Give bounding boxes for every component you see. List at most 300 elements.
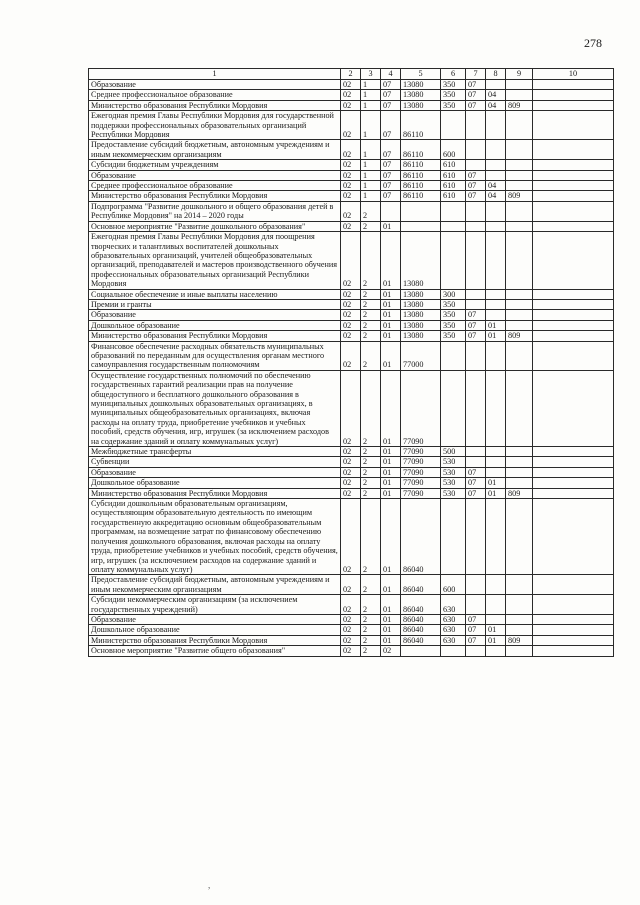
row-code: [486, 467, 506, 477]
row-code: 600: [441, 575, 466, 595]
row-code: 07: [466, 320, 486, 330]
row-code: 350: [441, 331, 466, 341]
row-code: 2: [361, 331, 381, 341]
table-row: [89, 341, 614, 370]
row-code: 2: [361, 635, 381, 645]
row-code: 01: [486, 331, 506, 341]
row-code: [506, 575, 533, 595]
row-code: 01: [381, 310, 401, 320]
row-code: 86110: [401, 160, 441, 170]
row-code: [533, 100, 614, 110]
table-row: [89, 625, 614, 635]
row-code: 01: [381, 488, 401, 498]
column-header: 8: [486, 69, 506, 80]
row-code: 04: [486, 191, 506, 201]
page-number: 278: [584, 36, 602, 50]
row-code: [486, 457, 506, 467]
row-code: 01: [381, 467, 401, 477]
row-code: 02: [341, 201, 361, 221]
row-code: [533, 614, 614, 624]
row-code: [506, 80, 533, 90]
row-code: [533, 111, 614, 140]
row-code: 02: [341, 646, 361, 656]
row-code: [486, 310, 506, 320]
table-row: [89, 575, 614, 595]
table-row: [89, 320, 614, 330]
row-name: Предоставление субсидий бюджетным, автономным учреждениям и иным некоммерческим организациям: [89, 140, 341, 160]
row-name: Основное мероприятие "Развитие дошкольного образования": [89, 221, 341, 231]
row-code: 2: [361, 320, 381, 330]
row-code: 2: [361, 625, 381, 635]
row-code: [486, 221, 506, 231]
row-code: 1: [361, 111, 381, 140]
row-code: 13080: [401, 299, 441, 309]
row-code: 86110: [401, 140, 441, 160]
row-code: 01: [486, 478, 506, 488]
table-row: [89, 499, 614, 575]
row-code: 2: [361, 499, 381, 575]
row-code: 07: [466, 625, 486, 635]
row-name: Субсидии бюджетным учреждениям: [89, 160, 341, 170]
row-code: 01: [381, 635, 401, 645]
table-row: [89, 595, 614, 615]
row-code: [533, 478, 614, 488]
row-code: 01: [381, 341, 401, 370]
row-code: [441, 111, 466, 140]
column-header: 1: [89, 69, 341, 80]
row-name: Образование: [89, 614, 341, 624]
row-code: 07: [381, 111, 401, 140]
row-code: 2: [361, 221, 381, 231]
row-code: [486, 80, 506, 90]
row-code: 07: [381, 90, 401, 100]
row-code: 02: [341, 140, 361, 160]
row-code: 02: [341, 635, 361, 645]
row-code: [466, 232, 486, 289]
row-code: 2: [361, 457, 381, 467]
row-code: [486, 575, 506, 595]
table-row: [89, 331, 614, 341]
row-code: 01: [381, 331, 401, 341]
row-code: 01: [381, 457, 401, 467]
row-code: 1: [361, 80, 381, 90]
row-code: [533, 595, 614, 615]
row-code: [486, 140, 506, 160]
row-code: [533, 447, 614, 457]
row-code: 07: [466, 635, 486, 645]
row-code: [486, 289, 506, 299]
row-code: 07: [466, 170, 486, 180]
row-code: 07: [466, 191, 486, 201]
row-code: 809: [506, 100, 533, 110]
budget-table: [88, 68, 614, 657]
row-code: 07: [381, 170, 401, 180]
table-row: [89, 467, 614, 477]
row-code: 86040: [401, 575, 441, 595]
row-code: [533, 299, 614, 309]
row-name: Дошкольное образование: [89, 478, 341, 488]
row-code: 02: [341, 111, 361, 140]
row-code: [533, 370, 614, 446]
row-code: [466, 447, 486, 457]
row-code: 07: [381, 160, 401, 170]
row-code: 86110: [401, 111, 441, 140]
row-code: 07: [466, 181, 486, 191]
row-code: 02: [341, 80, 361, 90]
row-code: 300: [441, 289, 466, 299]
row-code: [533, 331, 614, 341]
row-code: [486, 299, 506, 309]
table-row: [89, 181, 614, 191]
row-code: 07: [381, 191, 401, 201]
row-code: 07: [381, 100, 401, 110]
row-code: [506, 170, 533, 180]
row-code: 02: [341, 170, 361, 180]
table-row: [89, 478, 614, 488]
row-code: 02: [341, 595, 361, 615]
row-name: Ежегодная премия Главы Республики Мордовия для поощрения творческих и талантливых воспитателей дошкольных образовательных организаций, учителей общеобразовательных организаций, преподавателей и мастеров производственного обучения профессиональных образовательных организаций Республики Мордовия: [89, 232, 341, 289]
column-header: 7: [466, 69, 486, 80]
row-code: [533, 221, 614, 231]
row-code: 07: [466, 331, 486, 341]
row-code: 2: [361, 201, 381, 221]
row-code: 02: [341, 488, 361, 498]
row-code: 01: [381, 221, 401, 231]
row-code: 2: [361, 467, 381, 477]
column-header: 10: [533, 69, 614, 80]
row-code: [533, 289, 614, 299]
row-code: [441, 232, 466, 289]
row-code: [466, 595, 486, 615]
row-code: 86040: [401, 499, 441, 575]
row-code: 2: [361, 341, 381, 370]
row-code: [506, 467, 533, 477]
row-code: 350: [441, 90, 466, 100]
row-code: 04: [486, 90, 506, 100]
row-code: [533, 170, 614, 180]
column-header: 2: [341, 69, 361, 80]
row-code: 01: [486, 488, 506, 498]
row-code: 02: [341, 467, 361, 477]
row-code: 02: [341, 575, 361, 595]
row-code: [466, 341, 486, 370]
row-code: [486, 111, 506, 140]
row-code: 13080: [401, 320, 441, 330]
row-code: 02: [341, 160, 361, 170]
row-code: 809: [506, 635, 533, 645]
row-code: 07: [466, 100, 486, 110]
row-name: Министерство образования Республики Мордовия: [89, 100, 341, 110]
table-row: [89, 370, 614, 446]
row-code: [506, 181, 533, 191]
row-code: [486, 341, 506, 370]
row-code: 530: [441, 478, 466, 488]
row-code: 86040: [401, 625, 441, 635]
row-code: 2: [361, 232, 381, 289]
row-code: 630: [441, 595, 466, 615]
column-header-row: [89, 69, 614, 80]
column-header: 6: [441, 69, 466, 80]
row-code: 2: [361, 289, 381, 299]
row-code: [466, 160, 486, 170]
row-code: 77090: [401, 457, 441, 467]
row-code: 2: [361, 488, 381, 498]
table-row: [89, 488, 614, 498]
row-code: 01: [381, 595, 401, 615]
row-code: 1: [361, 181, 381, 191]
row-code: 04: [486, 181, 506, 191]
row-code: 2: [361, 478, 381, 488]
row-code: 02: [381, 646, 401, 656]
row-code: 809: [506, 191, 533, 201]
row-code: 01: [381, 320, 401, 330]
row-code: [533, 310, 614, 320]
row-code: 350: [441, 299, 466, 309]
row-name: Предоставление субсидий бюджетным, автономным учреждениям и иным некоммерческим организациям: [89, 575, 341, 595]
row-code: [506, 447, 533, 457]
row-code: [466, 201, 486, 221]
row-code: [466, 140, 486, 160]
row-code: 630: [441, 635, 466, 645]
table-row: [89, 289, 614, 299]
row-code: [506, 625, 533, 635]
row-code: [466, 646, 486, 656]
row-name: Министерство образования Республики Мордовия: [89, 488, 341, 498]
row-code: 77090: [401, 478, 441, 488]
row-name: Министерство образования Республики Мордовия: [89, 191, 341, 201]
row-code: 13080: [401, 289, 441, 299]
row-code: 01: [381, 299, 401, 309]
table-row: [89, 635, 614, 645]
row-code: [486, 160, 506, 170]
row-name: Дошкольное образование: [89, 625, 341, 635]
row-code: 02: [341, 370, 361, 446]
row-name: Ежегодная премия Главы Республики Мордовия для государственной поддержки профессиональных образовательных организаций Республики Мордовия: [89, 111, 341, 140]
row-name: Премии и гранты: [89, 299, 341, 309]
row-code: 1: [361, 170, 381, 180]
row-code: [506, 370, 533, 446]
row-name: Среднее профессиональное образование: [89, 181, 341, 191]
row-code: 04: [486, 100, 506, 110]
row-code: 02: [341, 341, 361, 370]
row-code: [401, 221, 441, 231]
row-code: 2: [361, 310, 381, 320]
row-code: [533, 635, 614, 645]
row-code: [466, 457, 486, 467]
table-row: [89, 90, 614, 100]
row-code: 2: [361, 370, 381, 446]
row-code: 07: [381, 80, 401, 90]
row-name: Осуществление государственных полномочий по обеспечению государственных гарантий реализации прав на получение общедоступного и бесплатного дошкольного образования в муниципальных дошкольных образовательных организациях, в муниципальных общеобразовательных организациях, включая расходы на оплату труда, приобретение учебников и учебных пособий, средств обучения, игр, игрушек (за исключением расходов на содержание зданий и оплату коммунальных услуг): [89, 370, 341, 446]
row-code: [381, 201, 401, 221]
row-code: [466, 299, 486, 309]
row-code: 02: [341, 331, 361, 341]
table-row: [89, 457, 614, 467]
row-code: 01: [381, 447, 401, 457]
row-code: 350: [441, 100, 466, 110]
row-code: [506, 221, 533, 231]
row-name: Среднее профессиональное образование: [89, 90, 341, 100]
row-code: [506, 289, 533, 299]
scan-mark: ,: [208, 880, 211, 890]
row-code: [441, 646, 466, 656]
row-code: 01: [381, 232, 401, 289]
row-code: [533, 140, 614, 160]
row-code: [506, 201, 533, 221]
row-code: [486, 232, 506, 289]
table-row: [89, 111, 614, 140]
row-code: [533, 488, 614, 498]
row-code: [533, 232, 614, 289]
table-row: [89, 221, 614, 231]
row-code: 02: [341, 221, 361, 231]
row-code: 02: [341, 299, 361, 309]
row-code: 500: [441, 447, 466, 457]
row-code: 350: [441, 80, 466, 90]
row-code: [486, 499, 506, 575]
row-code: 02: [341, 232, 361, 289]
column-header: 5: [401, 69, 441, 80]
row-code: 1: [361, 160, 381, 170]
row-code: 77090: [401, 467, 441, 477]
row-code: 86040: [401, 635, 441, 645]
row-code: 02: [341, 181, 361, 191]
row-code: 1: [361, 140, 381, 160]
table-row: [89, 299, 614, 309]
row-code: [486, 614, 506, 624]
row-code: 01: [381, 370, 401, 446]
row-code: 01: [381, 575, 401, 595]
row-code: 02: [341, 625, 361, 635]
row-code: 07: [381, 140, 401, 160]
row-code: 13080: [401, 90, 441, 100]
row-code: [441, 499, 466, 575]
row-code: 77000: [401, 341, 441, 370]
row-code: 01: [381, 499, 401, 575]
row-code: 1: [361, 100, 381, 110]
row-code: 02: [341, 499, 361, 575]
row-code: [533, 499, 614, 575]
row-code: 02: [341, 447, 361, 457]
row-code: 630: [441, 614, 466, 624]
row-code: 1: [361, 191, 381, 201]
row-code: [533, 320, 614, 330]
row-code: 01: [486, 625, 506, 635]
row-code: 350: [441, 320, 466, 330]
column-header: 9: [506, 69, 533, 80]
row-code: [506, 499, 533, 575]
row-code: 86040: [401, 614, 441, 624]
row-name: Министерство образования Республики Мордовия: [89, 331, 341, 341]
row-code: [441, 201, 466, 221]
row-code: [506, 299, 533, 309]
row-code: [466, 575, 486, 595]
row-name: Финансовое обеспечение расходных обязательств муниципальных образований по переданным для осуществления органам местного самоуправления государственным полномочиям: [89, 341, 341, 370]
row-code: 01: [381, 289, 401, 299]
row-code: [506, 310, 533, 320]
row-name: Образование: [89, 80, 341, 90]
table-row: [89, 447, 614, 457]
row-code: [486, 201, 506, 221]
row-code: 07: [466, 467, 486, 477]
row-code: 630: [441, 625, 466, 635]
row-code: [533, 467, 614, 477]
row-code: 2: [361, 595, 381, 615]
row-code: 02: [341, 614, 361, 624]
row-code: 13080: [401, 80, 441, 90]
row-code: [506, 457, 533, 467]
column-header: 4: [381, 69, 401, 80]
row-code: 610: [441, 160, 466, 170]
row-name: Образование: [89, 170, 341, 180]
row-code: [441, 370, 466, 446]
row-name: Образование: [89, 310, 341, 320]
row-code: 86110: [401, 170, 441, 180]
row-code: [533, 80, 614, 90]
table-row: [89, 191, 614, 201]
row-name: Субсидии некоммерческим организациям (за исключением государственных учреждений): [89, 595, 341, 615]
table-row: [89, 646, 614, 656]
row-code: [506, 478, 533, 488]
row-code: 02: [341, 478, 361, 488]
row-name: Субвенции: [89, 457, 341, 467]
row-code: 530: [441, 467, 466, 477]
table-row: [89, 310, 614, 320]
row-code: 2: [361, 299, 381, 309]
row-code: [533, 201, 614, 221]
row-code: 1: [361, 90, 381, 100]
row-code: 809: [506, 488, 533, 498]
row-code: [486, 370, 506, 446]
row-name: Межбюджетные трансферты: [89, 447, 341, 457]
row-code: 610: [441, 170, 466, 180]
row-code: [506, 341, 533, 370]
row-code: [466, 221, 486, 231]
table-row: [89, 170, 614, 180]
row-code: 2: [361, 575, 381, 595]
row-code: 02: [341, 457, 361, 467]
row-code: 86040: [401, 595, 441, 615]
row-code: [506, 160, 533, 170]
row-code: [441, 221, 466, 231]
row-name: Образование: [89, 467, 341, 477]
row-code: [533, 191, 614, 201]
row-code: 77090: [401, 488, 441, 498]
row-code: [533, 90, 614, 100]
table-row: [89, 232, 614, 289]
row-code: 86110: [401, 191, 441, 201]
row-code: 77090: [401, 447, 441, 457]
row-code: [506, 90, 533, 100]
row-code: [401, 646, 441, 656]
row-code: 01: [486, 320, 506, 330]
row-code: [506, 320, 533, 330]
row-code: [441, 341, 466, 370]
row-code: [506, 614, 533, 624]
row-code: 13080: [401, 331, 441, 341]
row-code: 02: [341, 289, 361, 299]
row-name: Подпрограмма "Развитие дошкольного и общего образования детей в Республике Мордовия" на 2014 – 2020 годы: [89, 201, 341, 221]
row-code: [533, 181, 614, 191]
row-code: 02: [341, 191, 361, 201]
row-code: [486, 447, 506, 457]
row-code: [533, 646, 614, 656]
row-code: [486, 646, 506, 656]
row-code: 01: [381, 614, 401, 624]
row-code: 01: [381, 478, 401, 488]
row-code: 13080: [401, 310, 441, 320]
row-code: [486, 170, 506, 180]
